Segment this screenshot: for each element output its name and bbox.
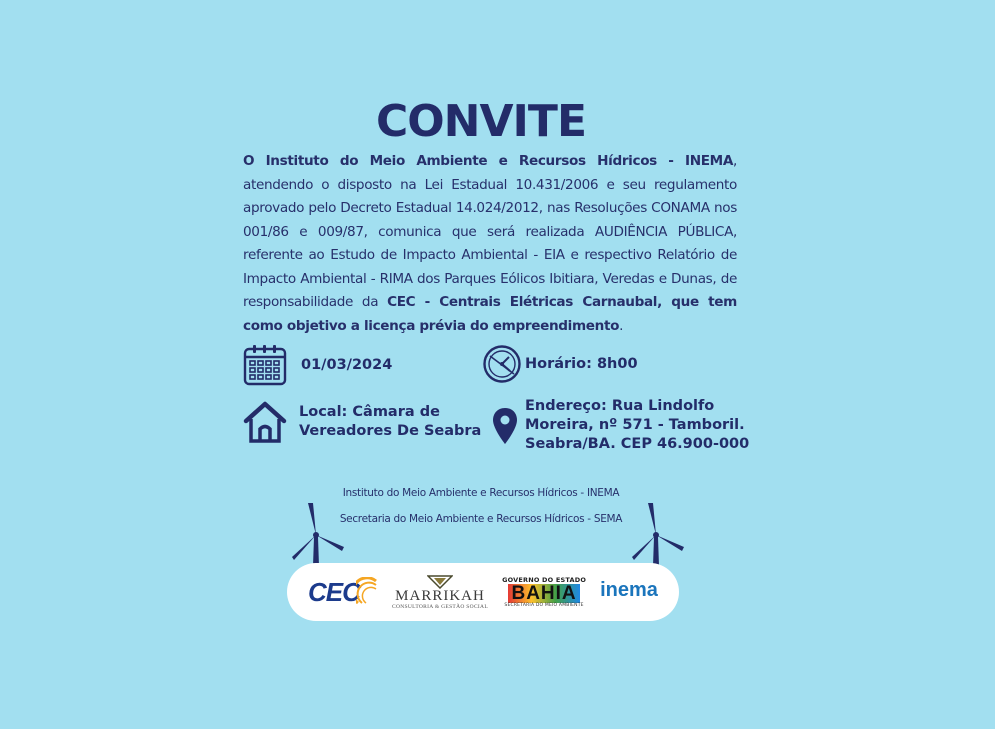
- address-line-2: Moreira, nº 571 - Tamboril.: [525, 417, 745, 433]
- bahia-logo: [502, 576, 586, 608]
- time-info: [482, 344, 638, 384]
- footer-sema: Secretaria do Meio Ambiente e Recursos Hídricos - SEMA: [339, 513, 623, 525]
- address-info: [492, 397, 749, 454]
- local-line-2: Vereadores De Seabra: [299, 423, 482, 439]
- calendar-icon: [243, 344, 287, 386]
- logo-bar: [287, 563, 679, 621]
- address-line-3: Seabra/BA. CEP 46.900-000: [525, 436, 750, 452]
- marrikah-logo: [392, 575, 488, 610]
- company-objective: CEC - Centrais Elétricas Carnaubal, que tem como objetivo a licença prévia do empreendimento: [243, 294, 737, 334]
- page-title: CONVITE: [375, 96, 586, 147]
- invitation-text: [243, 150, 737, 338]
- inema-logo-subtitle: [628, 600, 629, 604]
- date-label: 01/03/2024: [301, 356, 393, 373]
- address-line-1: Endereço: Rua Lindolfo: [525, 398, 715, 414]
- triangle-icon: [427, 575, 453, 589]
- wind-turbine-icon: [288, 500, 348, 570]
- local-info: [243, 400, 481, 444]
- local-line-1: Local: Câmara de: [299, 404, 440, 420]
- footer-inema: Instituto do Meio Ambiente e Recursos Hídricos - INEMA: [342, 487, 620, 499]
- invitation-body: , atendendo o disposto na Lei Estadual 10.431/2006 e seu regulamento aprovado pelo Decreto Estadual 14.024/2012, nas Resoluções CONAMA nos 001/86 e 009/87, comunica que será realizada AUDIÊNCIA PÚBLICA, referente ao Estudo de Impacto Ambiental - EIA e respectivo Relatório de Impacto Ambiental - RIMA dos Parques Eólicos Ibitiara, Veredas e Dunas, de responsabilidade da: [243, 153, 737, 310]
- inema-logo: [600, 580, 658, 604]
- address-text: [525, 397, 749, 454]
- bahia-logo-text: BAHIA: [508, 584, 579, 603]
- cec-logo-text: CEC: [308, 576, 360, 607]
- invitation-end: .: [619, 317, 624, 334]
- local-text: [299, 403, 481, 441]
- bahia-logo-top: GOVERNO DO ESTADO: [502, 576, 587, 584]
- sun-icon: [356, 577, 378, 607]
- home-icon: [243, 400, 287, 444]
- date-info: [243, 344, 392, 386]
- time-label: Horário: 8h00: [525, 355, 638, 372]
- org-name: O Instituto do Meio Ambiente e Recursos Hídricos - INEMA: [243, 153, 734, 169]
- location-pin-icon: [492, 406, 518, 446]
- bahia-logo-subtitle: SECRETARIA DO MEIO AMBIENTE: [504, 603, 584, 608]
- clock-icon: [482, 344, 522, 384]
- marrikah-logo-subtitle: CONSULTORIA & GESTÃO SOCIAL: [392, 603, 488, 610]
- marrikah-logo-text: MARRIKAH: [395, 587, 485, 604]
- wind-turbine-icon: [628, 500, 688, 570]
- inema-logo-text: inema: [600, 579, 658, 601]
- cec-logo: [308, 577, 378, 608]
